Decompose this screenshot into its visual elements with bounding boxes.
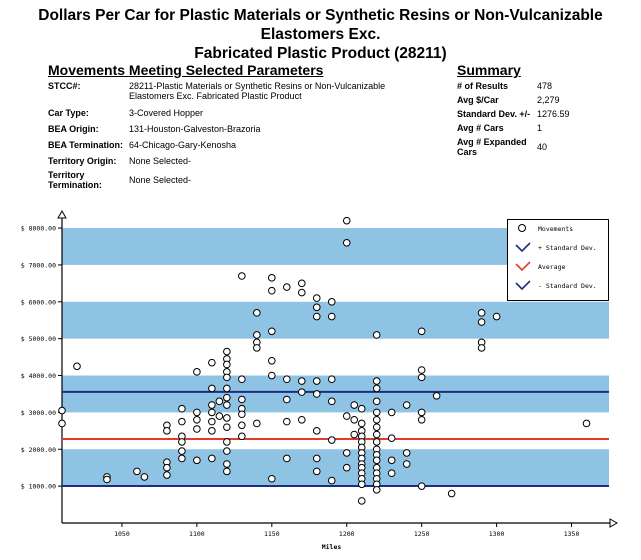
data-point [194,426,201,433]
data-point [298,389,305,396]
data-point [254,310,261,317]
data-point [239,433,246,440]
data-point [343,413,350,420]
summary-value: 40 [537,142,548,152]
data-point [373,378,380,385]
param-label: Territory Origin: [48,156,117,166]
data-point [373,431,380,438]
data-point [164,464,171,471]
data-point [224,402,231,409]
data-point [493,313,500,320]
x-tick-label: 1250 [413,530,430,538]
data-point [141,474,148,481]
summary-value: 2,279 [537,95,560,105]
chart-legend [507,219,609,301]
x-tick-label: 1050 [114,530,130,538]
data-point [433,393,440,400]
data-point [358,405,365,412]
data-point [343,464,350,471]
param-value: 3-Covered Hopper [129,108,204,118]
x-axis-arrow [610,519,617,527]
data-point [239,422,246,429]
y-tick-label: $ 8000.00 [20,224,56,233]
data-point [216,398,223,405]
data-point [209,385,216,392]
data-point [478,310,485,317]
data-point [351,431,358,438]
legend-item-average [508,260,608,274]
data-point [388,470,395,477]
data-point [104,476,111,483]
data-point [373,332,380,339]
data-point [194,416,201,423]
data-point [298,378,305,385]
data-point [224,361,231,368]
x-tick-label: 1100 [189,530,205,538]
legend-item-movements [508,222,608,236]
param-value: 28211-Plastic Materials or Synthetic Resins or Non-Vulcanizable [129,81,386,91]
data-point [254,345,261,352]
data-point [328,437,335,444]
std-band [62,376,609,413]
data-point [224,348,231,355]
data-point [194,457,201,464]
data-point [388,457,395,464]
data-point [373,424,380,431]
y-axis-arrow [58,211,66,218]
data-point [224,385,231,392]
data-point [269,372,276,379]
data-point [418,483,425,490]
data-point [418,374,425,381]
x-tick-label: 1200 [338,530,355,538]
data-point [254,420,261,427]
legend-label: + Standard Dev. [538,244,597,252]
data-point [328,313,335,320]
data-point [239,273,246,280]
data-point [313,468,320,475]
param-label: Territory [48,170,85,180]
data-point [343,240,350,247]
data-point [313,304,320,311]
page-title [0,6,641,63]
data-point [328,477,335,484]
data-point [478,345,485,352]
data-point [373,439,380,446]
data-point [179,418,186,425]
data-point [179,455,186,462]
param-value: None Selected- [129,156,192,166]
data-point [403,461,410,468]
data-point [224,461,231,468]
data-point [164,428,171,435]
summary-label-line2: Cars [457,147,478,157]
data-point [313,313,320,320]
data-point [179,439,186,446]
data-point [448,490,455,497]
data-point [298,289,305,296]
data-point [269,287,276,294]
data-point [418,416,425,423]
data-point [313,391,320,398]
data-point [328,376,335,383]
data-point [373,385,380,392]
data-point [388,409,395,416]
summary-label: Standard Dev. +/- [457,109,531,119]
summary-value: 1 [537,123,543,133]
data-point [313,428,320,435]
data-point [269,357,276,364]
summary-label: # of Results [457,81,509,91]
legend-item-plus-std [508,241,608,255]
data-point [313,455,320,462]
data-point [239,396,246,403]
data-point [358,481,365,488]
summary-value: 478 [537,81,553,91]
data-point [373,457,380,464]
data-point [224,448,231,455]
legend-marker-check [514,280,534,292]
data-point [388,435,395,442]
data-point [209,359,216,366]
param-value: 131-Houston-Galveston-Brazoria [129,124,261,134]
legend-marker-check [514,261,534,273]
data-point [283,418,290,425]
legend-item-minus-std [508,279,608,293]
y-tick-label: $ 4000.00 [20,372,56,381]
param-label: BEA Termination: [48,140,124,150]
data-point [239,411,246,418]
data-point [351,402,358,409]
param-value: 64-Chicago-Gary-Kenosha [129,140,237,150]
data-point [418,367,425,374]
summary-label: Avg # Cars [457,123,504,133]
data-point [373,416,380,423]
data-point [209,418,216,425]
x-tick-label: 1150 [263,530,280,538]
data-point [224,415,231,422]
data-point [358,420,365,427]
y-tick-label: $ 5000.00 [20,335,56,344]
data-point [351,416,358,423]
data-point [583,420,590,427]
param-value: None Selected- [129,175,192,185]
data-point [313,378,320,385]
std-band [62,302,609,339]
x-tick-label: 1300 [488,530,505,538]
data-point [283,396,290,403]
data-point [59,407,66,414]
summary-label: Avg $/Car [457,95,499,105]
page-title-line2: Fabricated Plastic Product (28211) [194,45,447,62]
param-label: STCC#: [48,81,81,91]
data-point [373,409,380,416]
params-heading: Movements Meeting Selected Parameters [48,62,324,78]
data-point [418,328,425,335]
y-tick-label: $ 1000.00 [20,482,56,491]
data-point [298,280,305,287]
data-point [298,416,305,423]
data-point [239,376,246,383]
x-tick-label: 1350 [563,530,580,538]
summary-label: Avg # Expanded [457,137,527,147]
param-label-line2: Termination: [48,180,102,190]
data-point [269,475,276,482]
data-point [283,455,290,462]
data-point [164,472,171,479]
data-point [209,428,216,435]
data-point [194,409,201,416]
data-point [224,394,231,401]
legend-marker-circle [514,223,534,235]
y-tick-label: $ 7000.00 [20,261,56,270]
data-point [59,420,66,427]
data-point [403,450,410,457]
data-point [269,275,276,282]
data-point [209,455,216,462]
data-point [216,413,223,420]
legend-label: Average [538,263,566,271]
param-label: Car Type: [48,108,89,118]
y-tick-label: $ 2000.00 [20,445,56,454]
data-point [179,405,186,412]
legend-label: Movements [538,225,574,233]
data-point [328,298,335,305]
page-title-line1: Dollars Per Car for Plastic Materials or Synthetic Resins or Non-Vulcanizable Elastomers Exc. [38,7,603,43]
data-point [358,498,365,505]
data-point [403,402,410,409]
summary-heading: Summary [457,62,521,78]
data-point [194,369,201,376]
data-point [224,439,231,446]
data-point [209,402,216,409]
data-point [254,332,261,339]
legend-label: - Standard Dev. [538,282,597,290]
y-tick-label: $ 6000.00 [20,298,56,307]
data-point [283,284,290,291]
data-point [179,448,186,455]
data-point [373,398,380,405]
data-point [418,409,425,416]
data-point [343,450,350,457]
data-point [343,217,350,224]
legend-marker-check [514,242,534,254]
data-point [269,328,276,335]
param-value-line2: Elastomers Exc. Fabricated Plastic Product [129,91,302,101]
data-point [224,468,231,475]
data-point [313,295,320,302]
data-point [328,398,335,405]
data-point [373,487,380,494]
data-point [134,468,141,475]
data-point [209,409,216,416]
data-point [74,363,81,370]
summary-value: 1276.59 [537,109,570,119]
data-point [224,374,231,381]
data-point [224,424,231,431]
y-tick-label: $ 3000.00 [20,408,56,417]
param-label: BEA Origin: [48,124,99,134]
data-point [283,376,290,383]
x-axis-label: Miles [321,543,342,551]
data-point [478,319,485,326]
